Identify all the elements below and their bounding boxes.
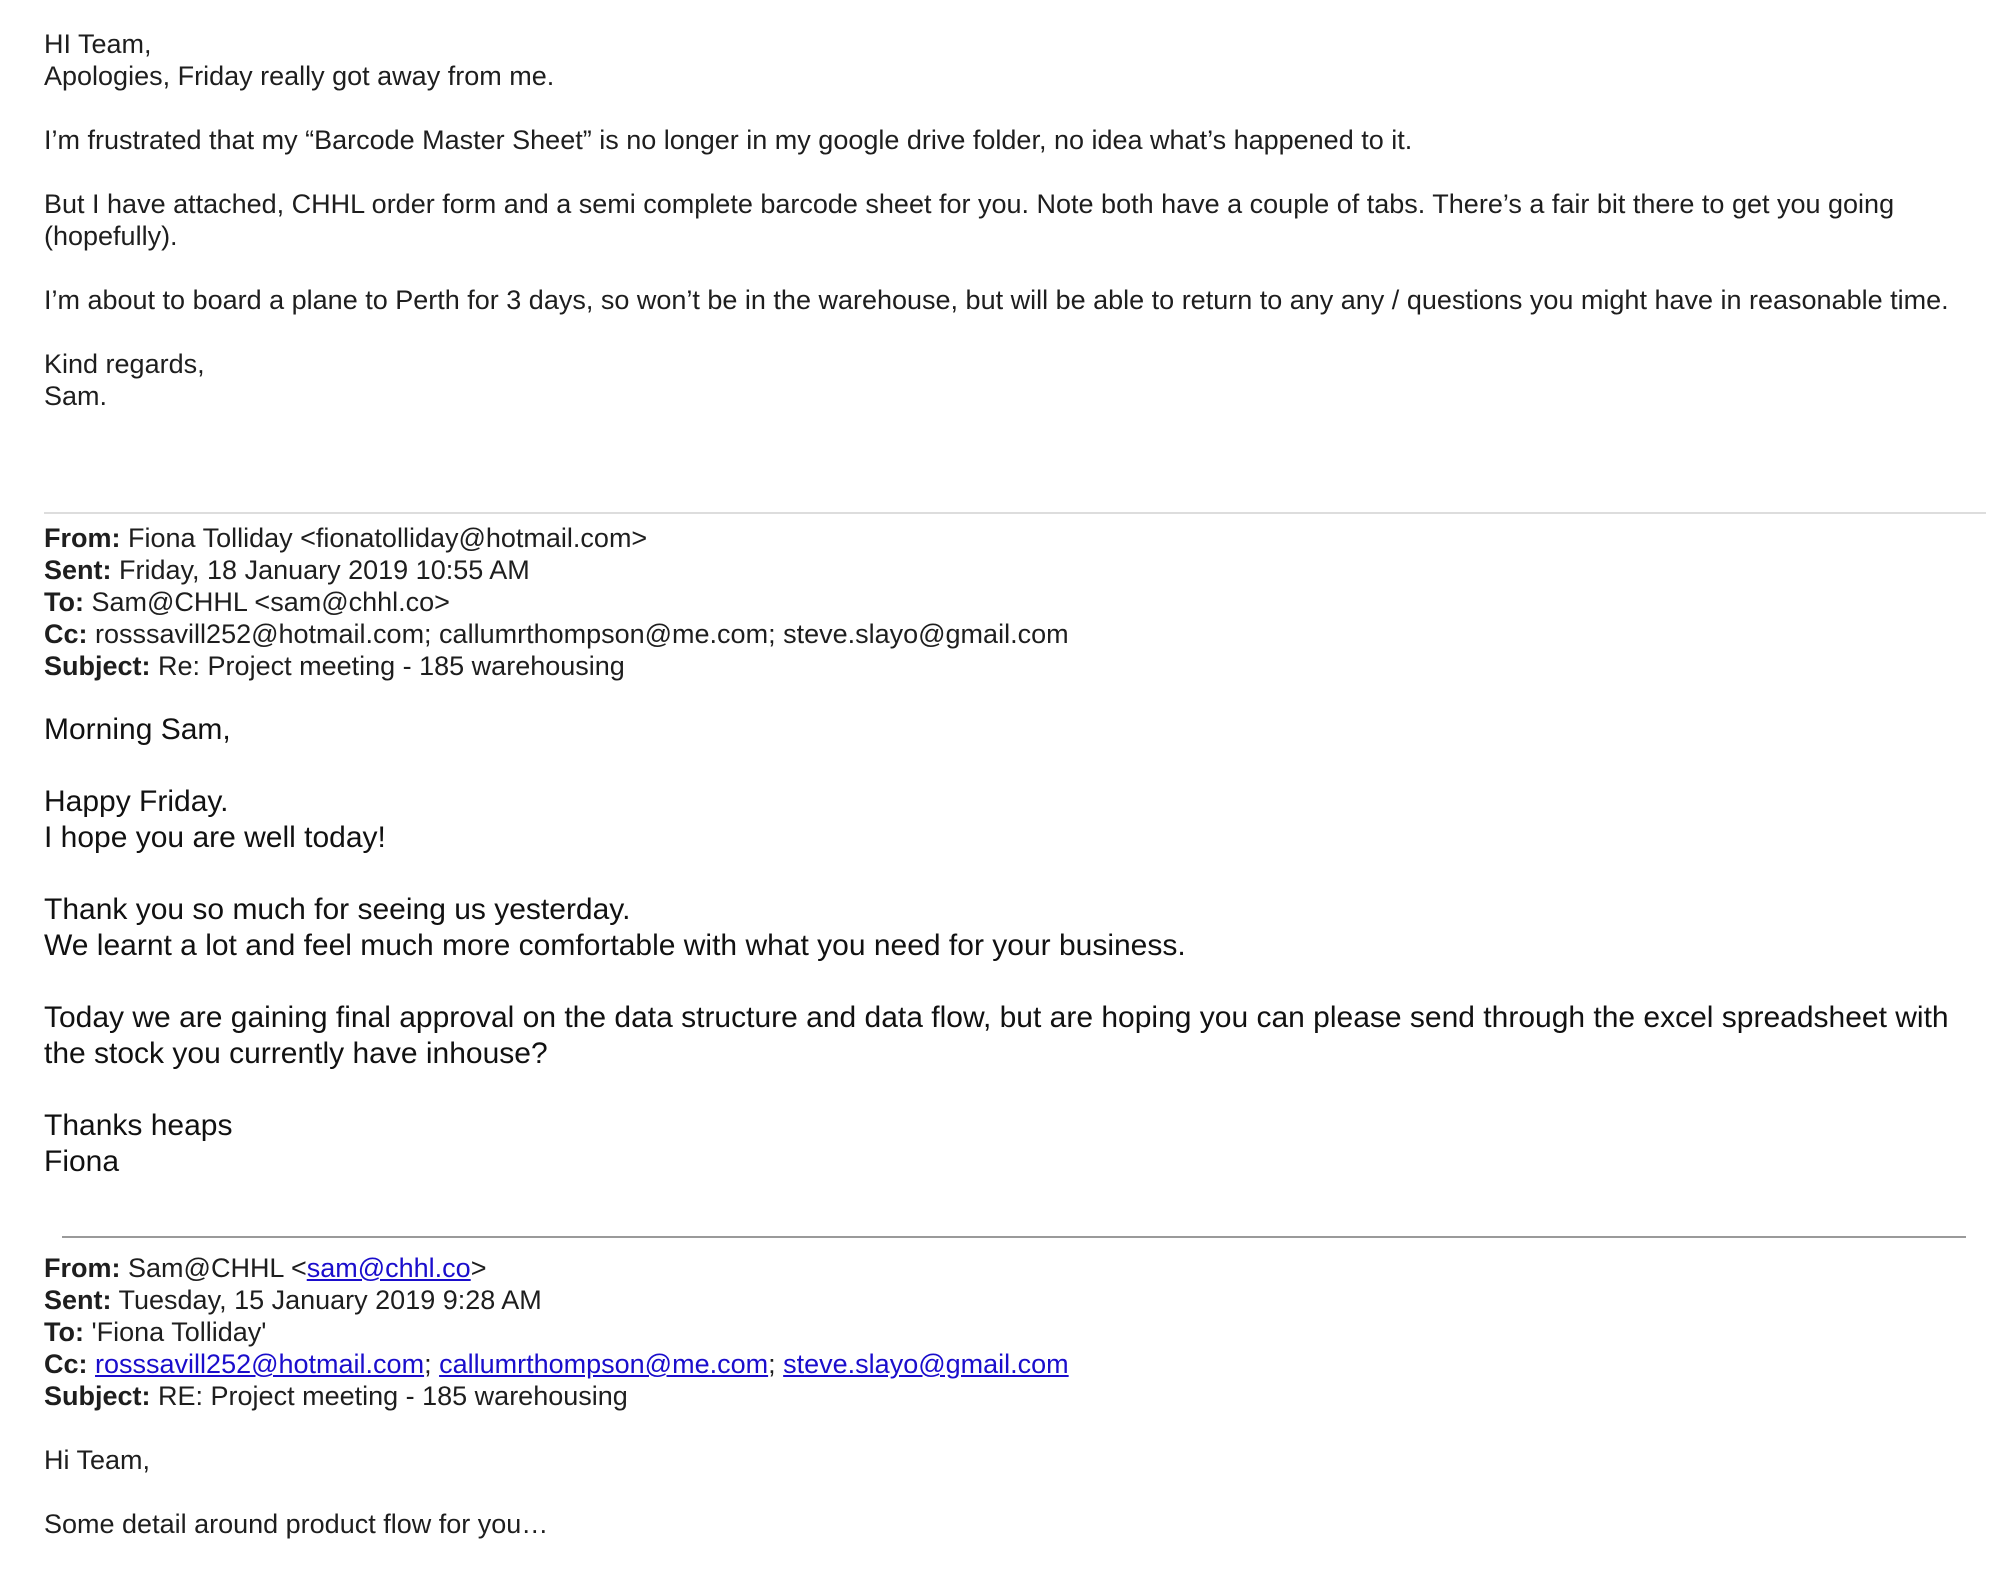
to-label: To: bbox=[44, 1317, 84, 1347]
fiona-line-thanks: Thank you so much for seeing us yesterday. bbox=[44, 893, 631, 926]
cc-separator: ; bbox=[424, 1349, 432, 1379]
from-label: From: bbox=[44, 523, 121, 553]
fiona-message-body bbox=[44, 712, 1964, 1180]
cc-email-link[interactable]: callumrthompson@me.com bbox=[439, 1349, 769, 1379]
top-paragraph-3: I’m about to board a plane to Perth for 3 days, so won’t be in the warehouse, but will be able to return to any any / questions you might have in reasonable time. bbox=[44, 285, 1949, 315]
cc-label: Cc: bbox=[44, 619, 88, 649]
to-value: Sam@CHHL <sam@chhl.co> bbox=[91, 587, 450, 617]
fiona-line-learnt: We learnt a lot and feel much more comfortable with what you need for your business. bbox=[44, 929, 1186, 962]
top-message-body bbox=[44, 28, 1994, 412]
header-subject-line bbox=[44, 1380, 1944, 1412]
top-greeting: HI Team, bbox=[44, 29, 152, 59]
fiona-signoff: Thanks heaps bbox=[44, 1109, 233, 1142]
cc-label: Cc: bbox=[44, 1349, 88, 1379]
bottom-greeting: Hi Team, bbox=[44, 1445, 151, 1475]
subject-value: RE: Project meeting - 185 warehousing bbox=[158, 1381, 628, 1411]
subject-value: Re: Project meeting - 185 warehousing bbox=[158, 651, 625, 681]
fiona-paragraph-2 bbox=[44, 892, 1964, 964]
sent-value: Friday, 18 January 2019 10:55 AM bbox=[119, 555, 530, 585]
sent-value: Tuesday, 15 January 2019 9:28 AM bbox=[118, 1285, 542, 1315]
fiona-greeting: Morning Sam, bbox=[44, 713, 231, 746]
header-sent-line bbox=[44, 1284, 1944, 1316]
from-value: Fiona Tolliday <fionatolliday@hotmail.com> bbox=[128, 523, 648, 553]
to-value: 'Fiona Tolliday' bbox=[91, 1317, 267, 1347]
from-label: From: bbox=[44, 1253, 121, 1283]
from-name: Sam@CHHL < bbox=[128, 1253, 307, 1283]
bottom-message-body bbox=[44, 1444, 1944, 1572]
message-header-sam bbox=[44, 1252, 1944, 1412]
from-close: > bbox=[470, 1253, 487, 1283]
message-header-fiona bbox=[44, 522, 1944, 682]
header-from-line bbox=[44, 1252, 1944, 1284]
header-subject-line bbox=[44, 650, 1944, 682]
fiona-signature: Fiona bbox=[44, 1145, 120, 1178]
top-paragraph-1: I’m frustrated that my “Barcode Master Sheet” is no longer in my google drive folder, no idea what’s happened to it. bbox=[44, 125, 1413, 155]
header-sent-line bbox=[44, 554, 1944, 586]
header-to-line bbox=[44, 1316, 1944, 1348]
subject-label: Subject: bbox=[44, 1381, 151, 1411]
fiona-paragraph-1 bbox=[44, 784, 1964, 856]
top-line-apology: Apologies, Friday really got away from me. bbox=[44, 61, 555, 91]
fiona-paragraph-3: Today we are gaining final approval on the data structure and data flow, but are hoping you can please send through the excel spreadsheet with the stock you currently have inhouse? bbox=[44, 1001, 1949, 1070]
fiona-line-happy-friday: Happy Friday. bbox=[44, 785, 229, 818]
fiona-line-hope: I hope you are well today! bbox=[44, 821, 386, 854]
header-from-line bbox=[44, 522, 1944, 554]
header-cc-line bbox=[44, 618, 1944, 650]
header-to-line bbox=[44, 586, 1944, 618]
fiona-closing bbox=[44, 1108, 1964, 1180]
from-email-link[interactable]: sam@chhl.co bbox=[306, 1253, 471, 1283]
sent-label: Sent: bbox=[44, 1285, 112, 1315]
cc-email-link[interactable]: steve.slayo@gmail.com bbox=[783, 1349, 1069, 1379]
sent-label: Sent: bbox=[44, 555, 112, 585]
bottom-line-1: Some detail around product flow for you… bbox=[44, 1509, 549, 1539]
cc-separator: ; bbox=[768, 1349, 776, 1379]
top-paragraph-2: But I have attached, CHHL order form and a semi complete barcode sheet for you. Note both have a couple of tabs. There’s a fair bit there to get you going (hopefully). bbox=[44, 189, 1895, 251]
subject-label: Subject: bbox=[44, 651, 151, 681]
header-cc-line bbox=[44, 1348, 1944, 1380]
to-label: To: bbox=[44, 587, 84, 617]
top-signature: Sam. bbox=[44, 381, 108, 411]
cc-value: rosssavill252@hotmail.com; callumrthompson@me.com; steve.slayo@gmail.com bbox=[95, 619, 1069, 649]
message-divider bbox=[44, 512, 1986, 514]
cc-email-link[interactable]: rosssavill252@hotmail.com bbox=[95, 1349, 425, 1379]
message-divider bbox=[62, 1236, 1966, 1238]
top-signoff: Kind regards, bbox=[44, 349, 205, 379]
